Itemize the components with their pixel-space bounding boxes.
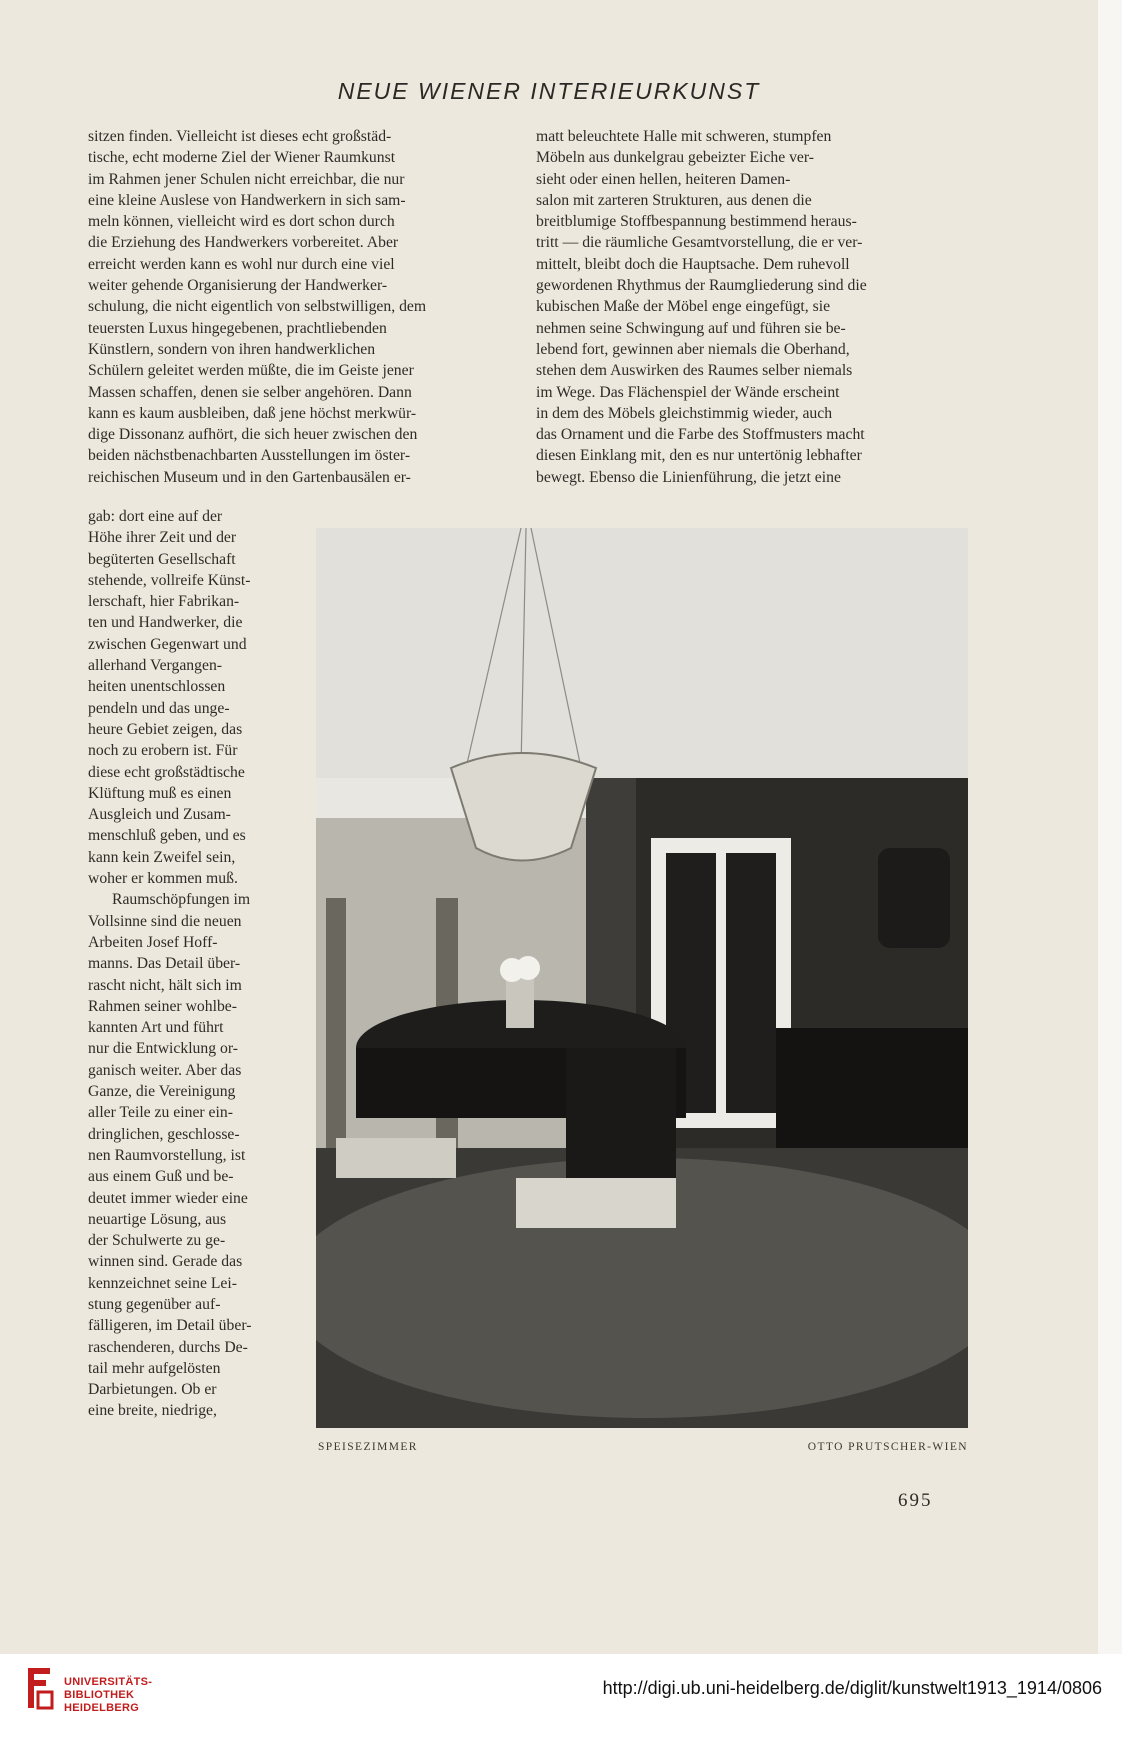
text-line: diesen Einklang mit, den es nur untertönig lebhafter — [536, 447, 862, 465]
text-line: Arbeiten Josef Hoff- — [88, 933, 218, 951]
page-number: 695 — [898, 1490, 933, 1511]
text-line: Künstlern, sondern von ihren handwerklichen — [88, 340, 376, 358]
text-line: dringlichen, geschlosse- — [88, 1125, 240, 1143]
narrow-column-text — [88, 506, 290, 1422]
text-line: das Ornament und die Farbe des Stoffmusters macht — [536, 426, 865, 444]
text-line: lebend fort, gewinnen aber niemals die Oberhand, — [536, 340, 850, 358]
text-line: teuersten Luxus hingegebenen, prachtliebenden — [88, 319, 387, 337]
text-line: kannten Art und führt — [88, 1019, 224, 1037]
text-line: kubischen Maße der Möbel enge eingefügt, sie — [536, 298, 831, 316]
library-name: UNIVERSITÄTS- BIBLIOTHEK HEIDELBERG — [64, 1676, 153, 1714]
text-line: Klüftung muß es einen — [88, 784, 232, 802]
text-line: schulung, die nicht eigentlich von selbstwilligen, dem — [88, 298, 427, 316]
text-line: winnen sind. Gerade das — [88, 1253, 243, 1271]
text-line: Ganze, die Vereinigung — [88, 1083, 236, 1101]
text-line: breitblumige Stoffbespannung bestimmend heraus- — [536, 213, 857, 231]
text-line: eine breite, niedrige, — [88, 1402, 217, 1420]
text-line: in dem des Möbels gleichstimmig wieder, auch — [536, 404, 833, 422]
text-line: dige Dissonanz aufhört, die sich heuer zwischen den — [88, 426, 418, 444]
text-line: noch zu erobern ist. Für — [88, 742, 238, 760]
text-line: deutet immer wieder eine — [88, 1189, 248, 1207]
text-line: Rahmen seiner wohlbe- — [88, 997, 237, 1015]
text-line: Ausgleich und Zusam- — [88, 806, 231, 824]
figure-caption-title: SPEISEZIMMER — [318, 1441, 418, 1453]
right-column-text — [536, 126, 966, 488]
text-line: Schülern geleitet werden müßte, die im Geiste jener — [88, 362, 414, 380]
text-line: gab: dort eine auf der — [88, 508, 223, 525]
scan-margin — [1098, 0, 1122, 1742]
text-line: neuartige Lösung, aus — [88, 1210, 227, 1228]
text-line: sieht oder einen hellen, heiteren Damen- — [536, 170, 791, 188]
text-line: fälligeren, im Detail über- — [88, 1317, 252, 1335]
text-line: reichischen Museum und in den Gartenbausälen er- — [88, 468, 411, 486]
text-line: Raumschöpfungen im — [112, 891, 251, 909]
text-line: raschenderen, durchs De- — [88, 1338, 248, 1356]
text-line: Massen schaffen, denen sie selber angehören. Dann — [88, 383, 412, 401]
text-line: gewordenen Rhythmus der Raumgliederung sind die — [536, 277, 867, 295]
text-line: nur die Entwicklung or- — [88, 1040, 238, 1058]
dining-room-photograph — [316, 528, 968, 1428]
text-line: im Rahmen jener Schulen nicht erreichbar, die nur — [88, 170, 405, 188]
digitization-footer — [0, 1654, 1122, 1742]
text-line: sitzen finden. Vielleicht ist dieses echt großstäd- — [88, 128, 392, 145]
text-line: matt beleuchtete Halle mit schweren, stumpfen — [536, 128, 832, 145]
text-line: begüterten Gesellschaft — [88, 550, 236, 568]
text-line: Vollsinne sind die neuen — [88, 912, 242, 930]
running-title: NEUE WIENER INTERIEURKUNST — [337, 78, 761, 104]
figure-caption-credit: OTTO PRUTSCHER-WIEN — [807, 1441, 968, 1453]
text-line: kann kein Zweifel sein, — [88, 848, 236, 866]
text-line: der Schulwerte zu ge- — [88, 1232, 226, 1250]
text-line: tritt — die räumliche Gesamtvorstellung, die er ver- — [536, 234, 863, 252]
text-line: aus einem Guß und be- — [88, 1168, 234, 1186]
text-line: Höhe ihrer Zeit und der — [88, 529, 237, 547]
text-line: meln können, vielleicht wird es dort schon durch — [88, 213, 395, 231]
text-line: die Erziehung des Handwerkers vorbereitet. Aber — [88, 234, 399, 252]
text-line: heure Gebiet zeigen, das — [88, 720, 243, 738]
text-line: manns. Das Detail über- — [88, 955, 241, 973]
text-line: menschluß geben, und es — [88, 827, 246, 845]
text-line: nehmen seine Schwingung auf und führen sie be- — [536, 319, 846, 337]
text-line: bewegt. Ebenso die Linienführung, die jetzt eine — [536, 468, 841, 486]
text-line: stehende, vollreife Künst- — [88, 571, 251, 589]
text-line: ganisch weiter. Aber das — [88, 1061, 242, 1079]
text-line: Darbietungen. Ob er — [88, 1381, 217, 1399]
text-line: ten und Handwerker, die — [88, 614, 243, 632]
text-line: nen Raumvorstellung, ist — [88, 1146, 246, 1164]
text-line: tail mehr aufgelösten — [88, 1359, 221, 1377]
text-line: beiden nächstbenachbarten Ausstellungen im öster- — [88, 447, 411, 465]
text-line: salon mit zarteren Strukturen, aus denen die — [536, 191, 812, 209]
text-line: heiten unentschlossen — [88, 678, 226, 696]
text-line: stehen dem Auswirken des Raumes selber niemals — [536, 362, 853, 380]
left-column-text — [88, 126, 508, 488]
text-line: tische, echt moderne Ziel der Wiener Raumkunst — [88, 149, 396, 167]
text-line: lerschaft, hier Fabrikan- — [88, 593, 240, 611]
text-line: weiter gehende Organisierung der Handwerker- — [88, 277, 388, 295]
text-line: rascht nicht, hält sich im — [88, 976, 242, 994]
text-line: erreicht werden kann es wohl nur durch eine viel — [88, 255, 395, 273]
source-link[interactable]: http://digi.ub.uni-heidelberg.de/diglit/kunstwelt1913_1914/0806 — [602, 1678, 1102, 1698]
text-line: zwischen Gegenwart und — [88, 635, 247, 653]
text-line: allerhand Vergangen- — [88, 657, 223, 675]
library-logo-icon — [20, 1666, 56, 1710]
text-line: aller Teile zu einer ein- — [88, 1104, 233, 1122]
text-line: eine kleine Auslese von Handwerkern in sich sam- — [88, 191, 406, 209]
text-line: pendeln und das unge- — [88, 699, 230, 717]
text-line: woher er kommen muß. — [88, 870, 238, 888]
text-line: im Wege. Das Flächenspiel der Wände erscheint — [536, 383, 840, 401]
text-line: Möbeln aus dunkelgrau gebeizter Eiche ver- — [536, 149, 815, 167]
text-line: kennzeichnet seine Lei- — [88, 1274, 237, 1292]
text-line: stung gegenüber auf- — [88, 1295, 221, 1313]
text-line: mittelt, bleibt doch die Hauptsache. Dem ruhevoll — [536, 255, 850, 273]
text-line: kann es kaum ausbleiben, daß jene höchst merkwür- — [88, 404, 417, 422]
text-line: diese echt großstädtische — [88, 763, 245, 781]
